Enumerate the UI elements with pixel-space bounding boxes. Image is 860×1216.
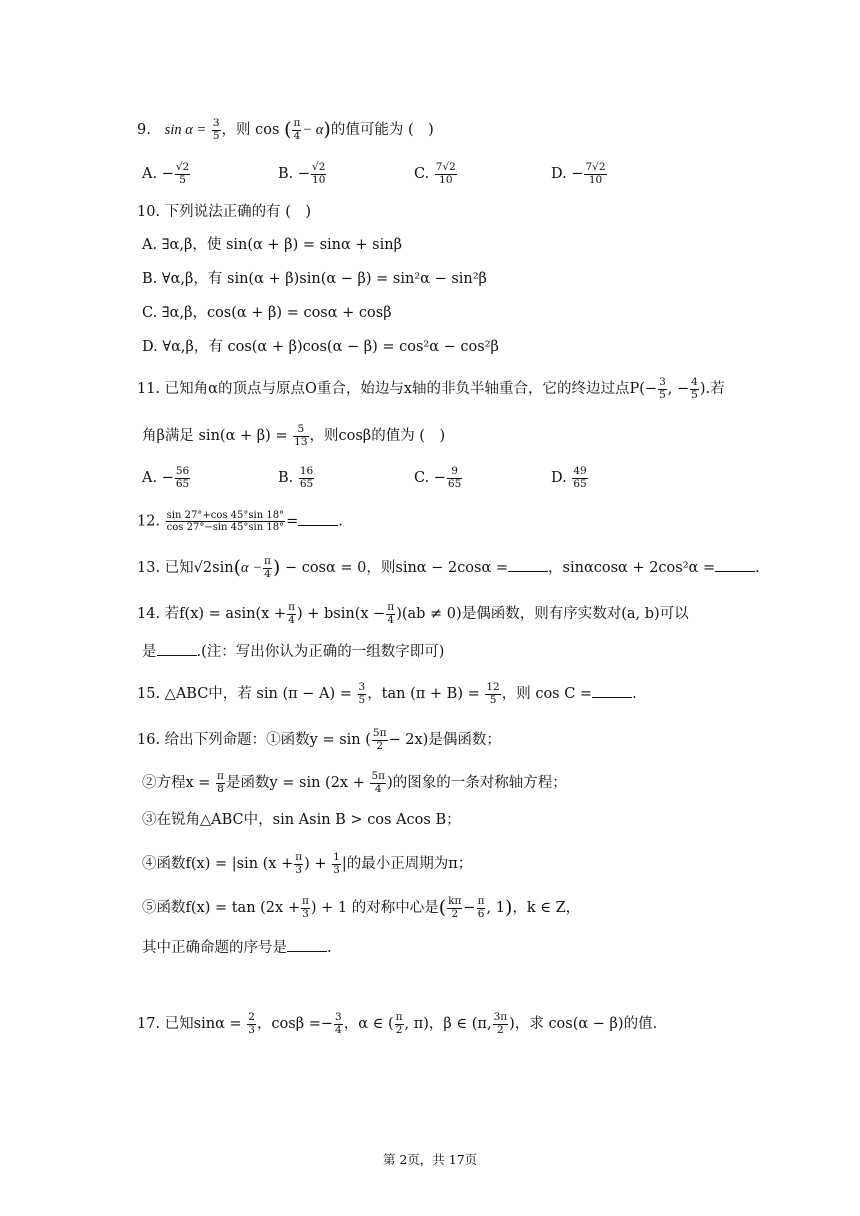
q10-option-b[interactable]: B. ∀α,β，有 sin(α + β)sin(α − β) = sin²α − sin²β [142,271,487,287]
q13-answer-blank-2[interactable] [715,571,755,572]
q14-answer-blank[interactable] [157,655,197,656]
q14-stem-line1: 14. 若f(x) = asin(x + $\frac{\pi}{4}$ ) + bsin(x − $\frac{\pi}{4}$ )(ab ≠ 0)是偶函数，则有序实数对(a, b)可以 [137,601,689,626]
q12-answer-blank[interactable] [298,525,338,526]
q16-answer-blank[interactable] [287,951,327,952]
q9-option-c[interactable]: C. $\frac{7√2}{10}$ [414,161,456,186]
q16-stem-line4: ④函数f(x) = |sin (x + $\frac{\pi}{3}$ ) + $\frac{1}{3}$ |的最小正周期为π； [142,851,473,876]
q17-stem: 17. 已知sinα = $\frac{2}{3}$ ，cosβ =− $\frac{3}{4}$ ，α ∈ ( $\frac{\pi}{2}$ , π)，β ∈ (π, $\frac{3\pi}{2}$ )，求 cos(α − β)的值. [137,1011,658,1036]
q16-stem-line3: ③在锐角△ABC中，sin Asin B > cos Acos B； [142,812,461,828]
q11-option-b[interactable]: B. $\frac{16}{65}$ [278,465,314,490]
q15-answer-blank[interactable] [592,697,632,698]
q11-stem-line1: 11. 已知角α的顶点与原点O重合，始边与x轴的非负半轴重合，它的终边过点P(− $\frac{3}{5}$ , − $\frac{4}{5}$ ).若 [137,376,725,401]
q9-option-d[interactable]: D. − $\frac{7√2}{10}$ [551,161,606,186]
q9-option-b[interactable]: B. − $\frac{√2}{10}$ [278,161,326,186]
q11-stem-line2: 角β满足 sin(α + β) = $\frac{5}{13}$ ，则cosβ的值为 ( ) [142,423,446,448]
q13-answer-blank-1[interactable] [508,571,548,572]
q11-option-c[interactable]: C. − $\frac{9}{65}$ [414,465,462,490]
q16-stem-line2: ②方程x = $\frac{\pi}{8}$ 是函数y = sin (2x + $\frac{5\pi}{4}$ )的图象的一条对称轴方程； [142,770,567,795]
q11-option-a[interactable]: A. − $\frac{56}{65}$ [142,465,190,490]
q14-stem-line2: 是 .(注：写出你认为正确的一组数字即可) [142,644,445,660]
q16-stem-line1: 16. 给出下列命题：①函数y = sin ( $\frac{5\pi}{2}$ − 2x)是偶函数； [137,727,501,752]
q16-stem-line6: 其中正确命题的序号是 . [142,940,332,956]
q12-stem: 12. $\frac{\sin 27^\circ+\cos 45^\circ\sin 18^\circ}{\cos 27^\circ-\sin 45^\circ\sin 18^\circ}$ = . [137,510,343,533]
q10-option-d[interactable]: D. ∀α,β，有 cos(α + β)cos(α − β) = cos²α − cos²β [142,339,499,355]
q11-option-d[interactable]: D. $\frac{49}{65}$ [551,465,587,490]
q10-option-a[interactable]: A. ∃α,β，使 sin(α + β) = sinα + sinβ [142,237,402,253]
q13-stem: 13. 已知√2sin(α − $\frac{\pi}{4}$ ) − cosα = 0，则sinα − 2cosα = ，sinαcosα + 2cos²α = . [137,555,760,580]
q9-stem: 9. sin α = $\frac{3}{5}$ ，则 cos ( $\frac{\pi}{4}$ − α)的值可能为 ( ) [137,117,434,142]
page-number-footer: 第 2页，共 17页 [382,1152,478,1167]
q15-stem: 15. △ABC中，若 sin (π − A) = $\frac{3}{5}$ ，tan (π + B) = $\frac{12}{5}$ ，则 cos C = . [137,681,637,706]
q16-stem-line5: ⑤函数f(x) = tan (2x + $\frac{\pi}{3}$ ) + 1 的对称中心是( $\frac{k\pi}{2}$ − $\frac{\pi}{6}$ , 1)，k ∈ Z， [142,895,581,920]
q10-option-c[interactable]: C. ∃α,β，cos(α + β) = cosα + cosβ [142,305,392,321]
q9-option-a[interactable]: A. − $\frac{√2}{5}$ [142,161,190,186]
q10-stem: 10. 下列说法正确的有 ( ) [137,204,312,220]
